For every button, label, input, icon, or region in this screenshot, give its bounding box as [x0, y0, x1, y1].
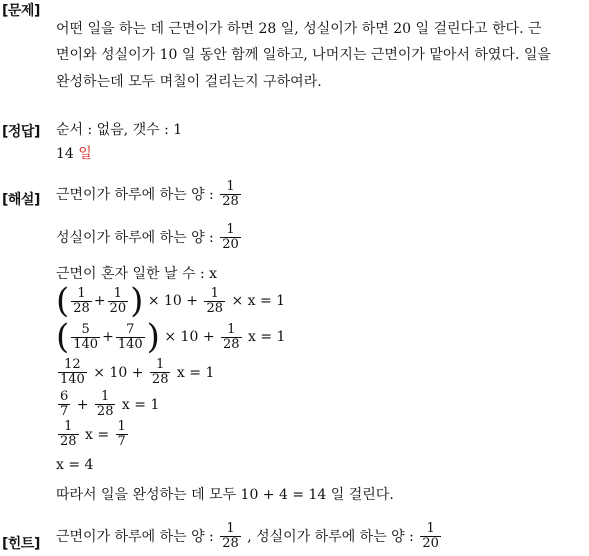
answer-meta: 순서 : 없음, 갯수 : 1 [56, 122, 183, 138]
problem-line-2: 면이와 성실이가 10 일 동안 함께 일하고, 나머지는 근면이가 맡아서 하였다. 일을 [56, 47, 551, 63]
solution-tag: [해설] [2, 192, 40, 208]
answer-unit: 일 [78, 146, 92, 162]
answer-value-line [56, 145, 92, 163]
hint-line: 근면이가 하루에 하는 양 : $\frac{1}{28}$ , 성실이가 하루에 하는 양 : $\frac{1}{20}$ [56, 521, 439, 551]
solution-conclusion: 따라서 일을 완성하는 데 모두 10 + 4 = 14 일 걸린다. [56, 487, 394, 503]
answer-value: 14 [56, 146, 74, 162]
equation-4: $\frac{6}{7}$ + $\frac{1}{28}$ x = 1 [60, 389, 160, 419]
solution-line-2: 성실이가 하루에 하는 양 : $\frac{1}{20}$ [56, 222, 239, 252]
equation-5: $\frac{1}{28}$ x = $\frac{1}{7}$ [60, 419, 126, 449]
solution-line-1: 근면이가 하루에 하는 양 : $\frac{1}{28}$ [56, 179, 239, 209]
problem-line-3: 완성하는데 모두 며칠이 걸리는지 구하여라. [56, 74, 322, 90]
answer-tag: [정답] [2, 124, 40, 140]
fraction: $\frac{1}{28}$ [222, 179, 239, 209]
equation-1: ( $\frac{1}{28}$ + $\frac{1}{20}$ ) × 10 + $\frac{1}{28}$ × x = 1 [56, 281, 286, 321]
equation-6: x = 4 [56, 457, 94, 473]
fraction: $\frac{1}{28}$ [222, 521, 239, 551]
hint-tag: [힌트] [2, 536, 40, 552]
problem-tag: [문제] [2, 3, 40, 19]
problem-line-1: 어떤 일을 하는 데 근면이가 하면 28 일, 성실이가 하면 20 일 걸린다고 한다. 근 [56, 21, 542, 37]
fraction: $\frac{1}{20}$ [222, 222, 239, 252]
solution-line-3: 근면이 혼자 일한 날 수 : x [56, 266, 218, 282]
equation-2: ( $\frac{5}{140}$ + $\frac{7}{140}$ ) × 10 + $\frac{1}{28}$ x = 1 [56, 317, 286, 357]
fraction: $\frac{1}{20}$ [422, 521, 439, 551]
equation-3: $\frac{12}{140}$ × 10 + $\frac{1}{28}$ x = 1 [60, 357, 215, 387]
